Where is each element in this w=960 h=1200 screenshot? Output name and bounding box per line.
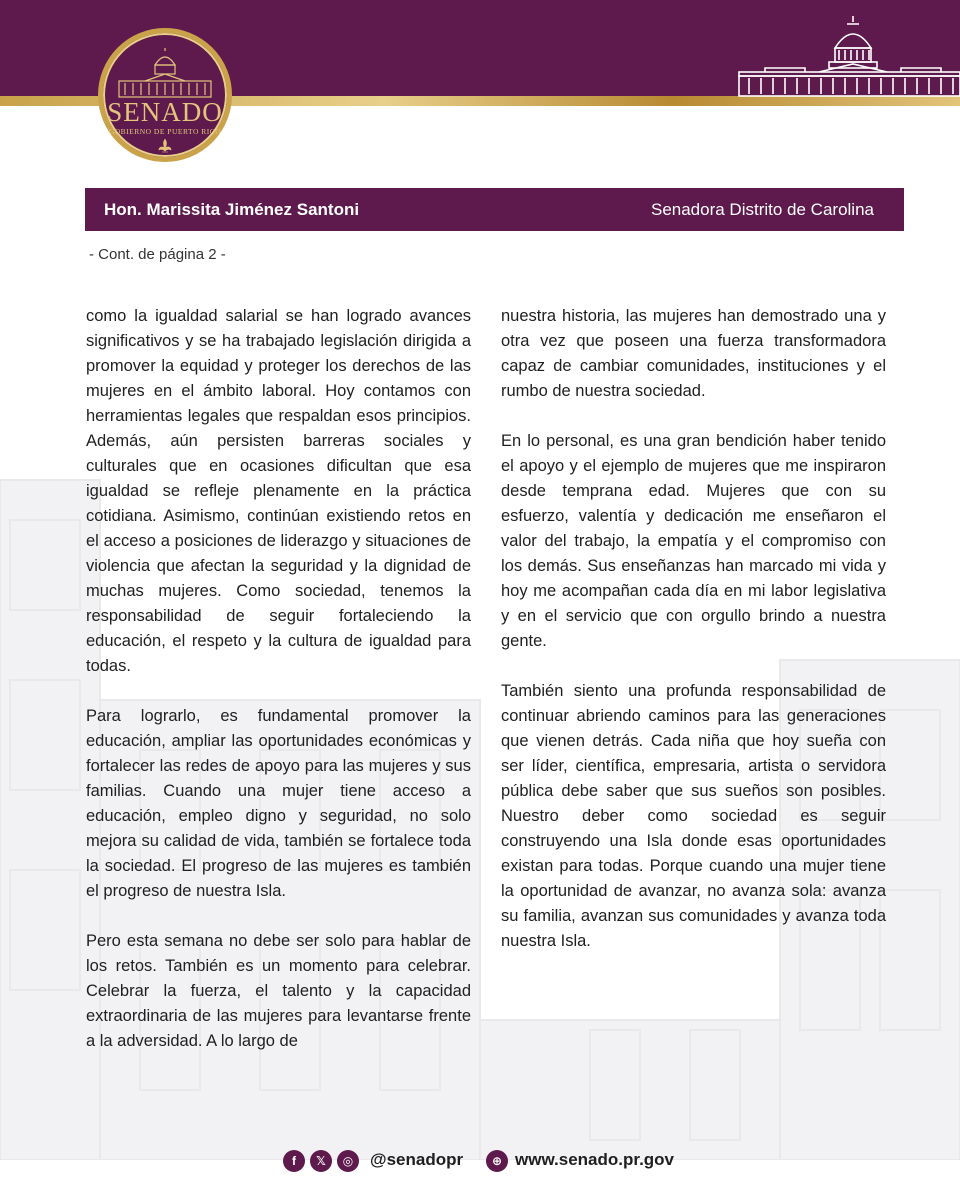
- senator-name: Hon. Marissita Jiménez Santoni: [104, 200, 360, 219]
- article-paragraph: En lo personal, es una gran bendición haber tenido el apoyo y el ejemplo de mujeres que me inspiraron desde temprana edad. Mujeres que con su esfuerzo, valentía y dedicación me enseñaron el valor del trabajo, la empatía y el compromiso con los demás. Sus enseñanzas han marcado mi vida y hoy me acompañan cada día en mi labor legislativa y en el servicio que con orgullo brindo a nuestra gente.: [501, 432, 886, 650]
- capitol-emblem-icon: [115, 47, 215, 99]
- x-twitter-icon[interactable]: 𝕏: [310, 1150, 332, 1172]
- instagram-icon[interactable]: ◎: [337, 1150, 359, 1172]
- senator-name-bar: [85, 188, 904, 231]
- continuation-note: - Cont. de página 2 -: [89, 246, 226, 263]
- article-paragraph: Pero esta semana no debe ser solo para hablar de los retos. También es un momento para celebrar. Celebrar la fuerza, el talento y la capacidad extraordinaria de las mujeres para levantarse frente a la adversidad. A lo largo de: [86, 932, 471, 1050]
- facebook-icon[interactable]: f: [283, 1150, 305, 1172]
- article-paragraph: nuestra historia, las mujeres han demostrado una y otra vez que poseen una fuerza transformadora capaz de cambiar comunidades, instituciones y el rumbo de nuestra sociedad.: [501, 307, 886, 400]
- senator-role: Senadora Distrito de Carolina: [650, 200, 874, 219]
- capitol-building-illustration: [735, 14, 960, 98]
- globe-icon: ⊕: [486, 1150, 508, 1172]
- senado-logo: [98, 28, 232, 162]
- social-handle[interactable]: @senadopr: [370, 1150, 464, 1169]
- article-paragraph: Para lograrlo, es fundamental promover la educación, ampliar las oportunidades económicas y fortalecer las redes de apoyo para las mujeres y sus familias. Cuando una mujer tiene acceso a educación, empleo digno y seguridad, no solo mejora su calidad de vida, también se fortalece toda la sociedad. El progreso de las mujeres es también el progreso de nuestra Isla.: [86, 707, 471, 900]
- article-paragraph: como la igualdad salarial se han logrado avances significativos y se ha trabajado legislación dirigida a promover la equidad y proteger los derechos de las mujeres en el ámbito laboral. Hoy contamos con herramientas legales que respaldan esos principios. Además, aún persisten barreras sociales y culturales que en ocasiones dificultan que esa igualdad se refleje plenamente en la práctica cotidiana. Asimismo, continúan existiendo retos en el acceso a posiciones de liderazgo y situaciones de violencia que afectan la seguridad y la dignidad de muchas mujeres. Como sociedad, tenemos la responsabilidad de seguir fortaleciendo la educación, el respeto y la cultura de igualdad para todas.: [86, 307, 471, 675]
- logo-title: SENADO: [107, 97, 223, 127]
- website-link[interactable]: www.senado.pr.gov: [515, 1150, 675, 1169]
- article-right-column: [501, 304, 886, 979]
- article-left-column: [86, 304, 471, 1079]
- footer: [0, 1146, 960, 1176]
- article-paragraph: También siento una profunda responsabilidad de continuar abriendo caminos para las generaciones que vienen detrás. Cada niña que hoy sueña con ser líder, científica, empresaria, artista o servidora pública debe saber que sus sueños son posibles. Nuestro deber como sociedad es seguir construyendo una Isla donde esas oportunidades existan para todas. Porque cuando una mujer tiene la oportunidad de avanzar, no avanza sola: avanza su familia, avanzan sus comunidades y avanza toda nuestra Isla.: [501, 682, 886, 950]
- logo-subtitle: GOBIERNO DE PUERTO RICO: [108, 127, 222, 136]
- fleur-de-lis-icon: [157, 139, 173, 153]
